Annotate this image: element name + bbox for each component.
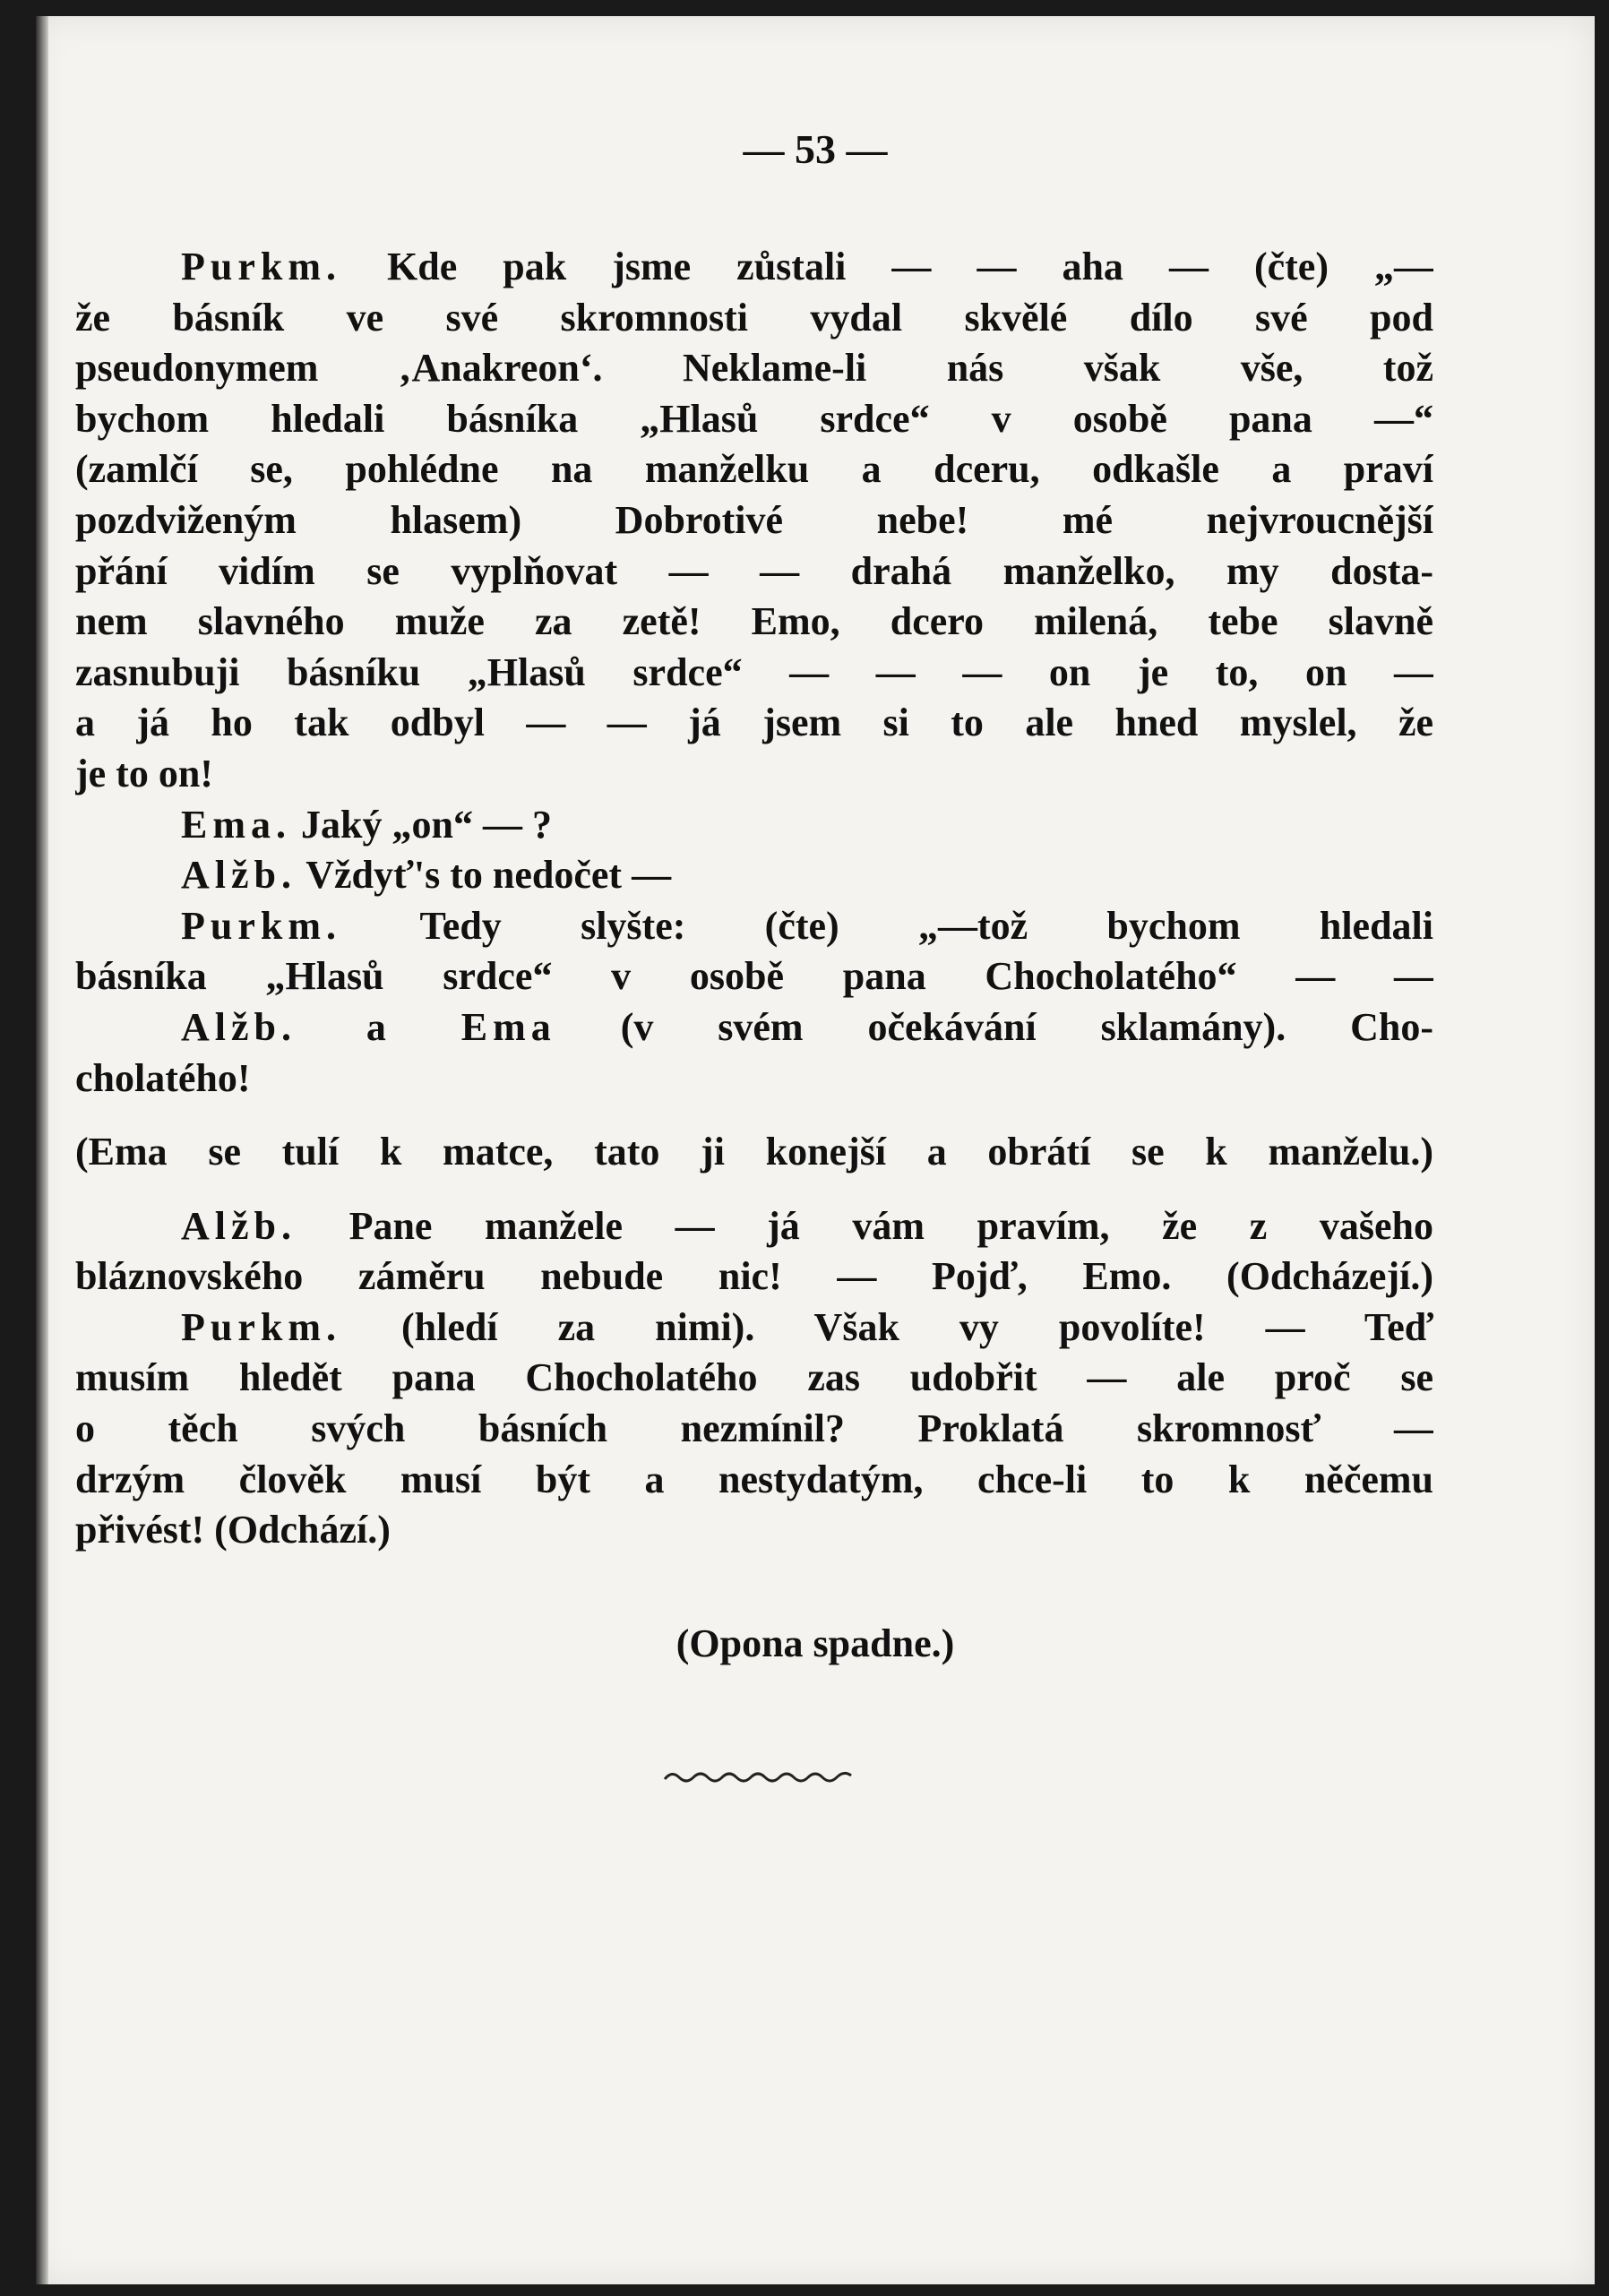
closing-ornament [663, 1763, 860, 1790]
text-line: (zamlčí se, pohlédne na manželku a dceru, odkašle a praví [75, 447, 1433, 492]
text-line: musím hledět pana Chocholatého zas udobřit — ale proč se [75, 1355, 1433, 1400]
speaker-name: Alžb. [181, 1203, 297, 1248]
text-line: drzým člověk musí být a nestydatým, chce-li to k něčemu [75, 1457, 1433, 1501]
page-gutter-shadow [36, 16, 48, 2284]
text-line [75, 850, 1433, 901]
squiggle-ornament-icon [663, 1763, 860, 1790]
text-line [75, 1303, 1433, 1354]
text-line: přivést! (Odchází.) [75, 1508, 391, 1552]
line-text: Vždyť's to nedočet — [297, 853, 672, 898]
text-line: básníka „Hlasů srdce“ v osobě pana Chocholatého“ — — [75, 954, 1433, 999]
page-number: — 53 — [743, 126, 888, 172]
text-line: cholatého! [75, 1055, 251, 1100]
curtain-falls: (Opona spadne.) [675, 1621, 955, 1665]
text-line: nem slavného muže za zetě! Emo, dcero milená, tebe slavně [75, 599, 1433, 644]
text-line [75, 1201, 1433, 1252]
text-line: o těch svých básních nezmínil? Proklatá skromnosť — [75, 1406, 1433, 1451]
text-line [75, 1002, 1433, 1053]
text-line: a já ho tak odbyl — — já jsem si to ale hned myslel, že [75, 701, 1433, 745]
line-text: Kde pak jsme zůstali — — aha — (čte) „— [341, 245, 1433, 288]
text-line: bychom hledali básníka „Hlasů srdce“ v osobě pana —“ [75, 396, 1433, 441]
line-text: (v svém očekávání sklamány). Cho- [555, 1004, 1433, 1049]
line-text: Pane manžele — já vám pravím, že z vašeho [297, 1203, 1433, 1248]
text-line: zasnubuji básníku „Hlasů srdce“ — — — on je to, on — [75, 649, 1433, 694]
text-line [75, 242, 1433, 293]
speaker-name: Ema. [181, 802, 291, 847]
text-line: pozdviženým hlasem) Dobrotivé nebe! mé nejvroucnější [75, 497, 1433, 542]
text-line: je to on! [75, 751, 213, 795]
stage-direction: (Ema se tulí k matce, tato ji konejší a obrátí se k manželu.) [75, 1130, 1433, 1174]
line-text: Jaký „on“ — ? [291, 802, 552, 847]
text-line [75, 901, 1433, 952]
book-page [36, 16, 1595, 2284]
text-line: přání vidím se vyplňovat — — drahá manželko, my dosta- [75, 548, 1433, 593]
speaker-name: Purkm. [181, 1304, 341, 1349]
text-line: pseudonymem ‚Anakreon‘. Neklame-li nás však vše, tož [75, 346, 1433, 391]
line-text: Tedy slyšte: (čte) „—tož bychom hledali [341, 903, 1433, 948]
page-body [75, 242, 1433, 1669]
speaker-name: Purkm. [181, 903, 341, 948]
speaker-name: Alžb. a Ema [181, 1004, 556, 1049]
speaker-name: Purkm. [181, 245, 341, 288]
speaker-name: Alžb. [181, 853, 297, 898]
text-line: bláznovského záměru nebude nic! — Pojď, Emo. (Odcházejí.) [75, 1254, 1433, 1299]
text-line [75, 800, 1433, 851]
text-line: že básník ve své skromnosti vydal skvělé dílo své pod [75, 295, 1433, 340]
line-text: (hledí za nimi). Však vy povolíte! — Teď [341, 1304, 1433, 1349]
